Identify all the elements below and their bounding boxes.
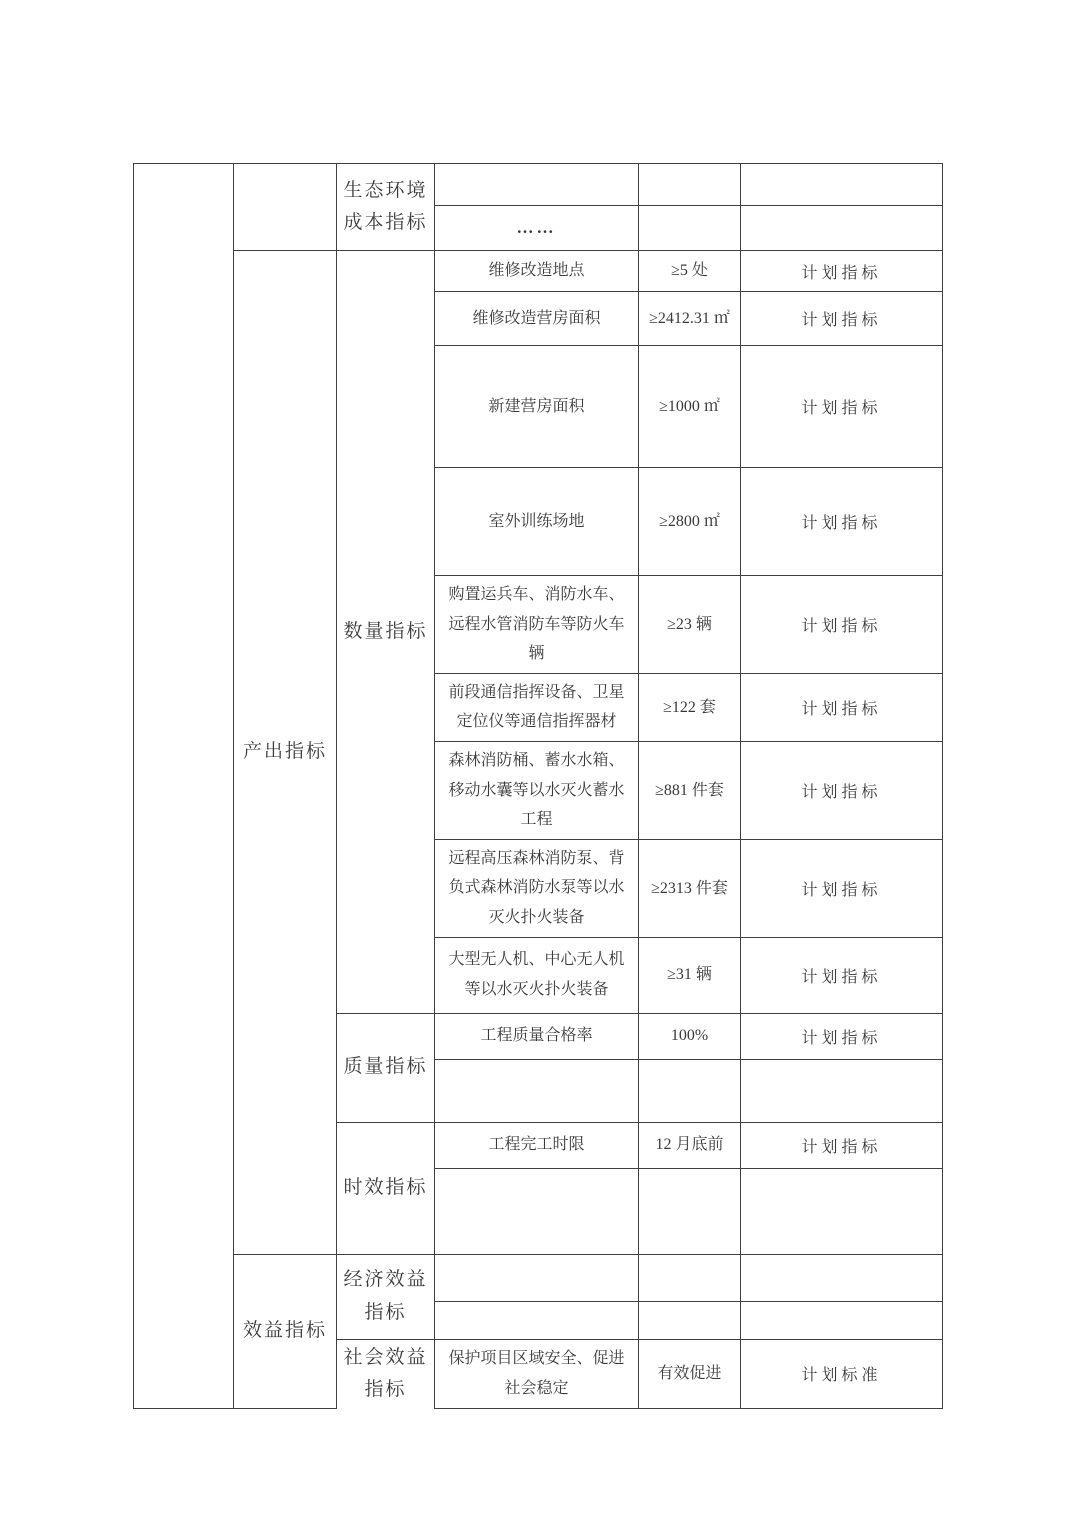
indicator-cell bbox=[435, 1301, 639, 1339]
indicator-cell bbox=[435, 1254, 639, 1301]
value-cell bbox=[639, 206, 741, 251]
performance-indicator-table bbox=[133, 163, 943, 1409]
indicator-type-cell bbox=[741, 206, 943, 251]
indicator-type-cell: 计划指标 bbox=[741, 346, 943, 468]
indicator-type-cell: 计划指标 bbox=[741, 468, 943, 576]
value-cell: ≥2412.31 ㎡ bbox=[639, 292, 741, 346]
value-cell: ≥881 件套 bbox=[639, 741, 741, 839]
indicator-cell: 远程高压森林消防泵、背负式森林消防水泵等以水灭火扑火装备 bbox=[435, 839, 639, 937]
table-row bbox=[134, 164, 943, 206]
subcategory-quality-cell: 质量指标 bbox=[337, 1013, 435, 1122]
value-cell: ≥2800 ㎡ bbox=[639, 468, 741, 576]
indicator-cell: 室外训练场地 bbox=[435, 468, 639, 576]
indicator-cell: 工程完工时限 bbox=[435, 1122, 639, 1168]
value-cell bbox=[639, 1168, 741, 1254]
ellipsis-cell: …… bbox=[435, 206, 639, 251]
indicator-cell: 前段通信指挥设备、卫星定位仪等通信指挥器材 bbox=[435, 673, 639, 741]
subcategory-social-cell: 社会效益指标 bbox=[337, 1339, 435, 1408]
indicator-cell bbox=[435, 164, 639, 206]
value-cell: ≥2313 件套 bbox=[639, 839, 741, 937]
value-cell: ≥31 辆 bbox=[639, 937, 741, 1013]
indicator-type-cell: 计划指标 bbox=[741, 741, 943, 839]
indicator-type-cell: 计划指标 bbox=[741, 839, 943, 937]
category-continued-cell bbox=[234, 164, 337, 251]
value-cell: 12 月底前 bbox=[639, 1122, 741, 1168]
indicator-cell: 工程质量合格率 bbox=[435, 1013, 639, 1059]
indicator-cell: 维修改造营房面积 bbox=[435, 292, 639, 346]
value-cell bbox=[639, 164, 741, 206]
subcategory-quantity-cell: 数量指标 bbox=[337, 251, 435, 1014]
indicator-cell: 新建营房面积 bbox=[435, 346, 639, 468]
indicator-type-cell bbox=[741, 1168, 943, 1254]
indicator-cell: 森林消防桶、蓄水水箱、移动水囊等以水灭火蓄水工程 bbox=[435, 741, 639, 839]
subcategory-eco-cost-cell: 生态环境成本指标 bbox=[337, 164, 435, 251]
value-cell bbox=[639, 1301, 741, 1339]
value-cell bbox=[639, 1254, 741, 1301]
indicator-type-cell bbox=[741, 1254, 943, 1301]
indicator-type-cell: 计划指标 bbox=[741, 673, 943, 741]
indicator-cell bbox=[435, 1059, 639, 1122]
indicator-cell: 保护项目区域安全、促进社会稳定 bbox=[435, 1339, 639, 1408]
subcategory-timeliness-cell: 时效指标 bbox=[337, 1122, 435, 1254]
indicator-cell: 大型无人机、中心无人机等以水灭火扑火装备 bbox=[435, 937, 639, 1013]
category-output-cell: 产出指标 bbox=[234, 251, 337, 1255]
indicator-type-cell bbox=[741, 1059, 943, 1122]
indicator-type-cell bbox=[741, 1301, 943, 1339]
subcategory-economic-cell: 经济效益指标 bbox=[337, 1254, 435, 1339]
indicator-cell bbox=[435, 1168, 639, 1254]
table-row bbox=[134, 251, 943, 292]
indicator-type-cell: 计划指标 bbox=[741, 576, 943, 674]
value-cell: ≥122 套 bbox=[639, 673, 741, 741]
level1-category-cell bbox=[134, 164, 234, 1409]
value-cell bbox=[639, 1059, 741, 1122]
value-cell: 有效促进 bbox=[639, 1339, 741, 1408]
indicator-cell: 维修改造地点 bbox=[435, 251, 639, 292]
indicator-type-cell: 计划指标 bbox=[741, 292, 943, 346]
category-benefit-cell: 效益指标 bbox=[234, 1254, 337, 1408]
indicator-type-cell: 计划指标 bbox=[741, 251, 943, 292]
indicator-type-cell: 计划标准 bbox=[741, 1339, 943, 1408]
indicator-cell: 购置运兵车、消防水车、远程水管消防车等防火车辆 bbox=[435, 576, 639, 674]
indicator-type-cell: 计划指标 bbox=[741, 937, 943, 1013]
value-cell: ≥1000 ㎡ bbox=[639, 346, 741, 468]
indicator-type-cell: 计划指标 bbox=[741, 1122, 943, 1168]
indicator-type-cell: 计划指标 bbox=[741, 1013, 943, 1059]
table-row bbox=[134, 1254, 943, 1301]
value-cell: ≥23 辆 bbox=[639, 576, 741, 674]
value-cell: 100% bbox=[639, 1013, 741, 1059]
indicator-type-cell bbox=[741, 164, 943, 206]
value-cell: ≥5 处 bbox=[639, 251, 741, 292]
